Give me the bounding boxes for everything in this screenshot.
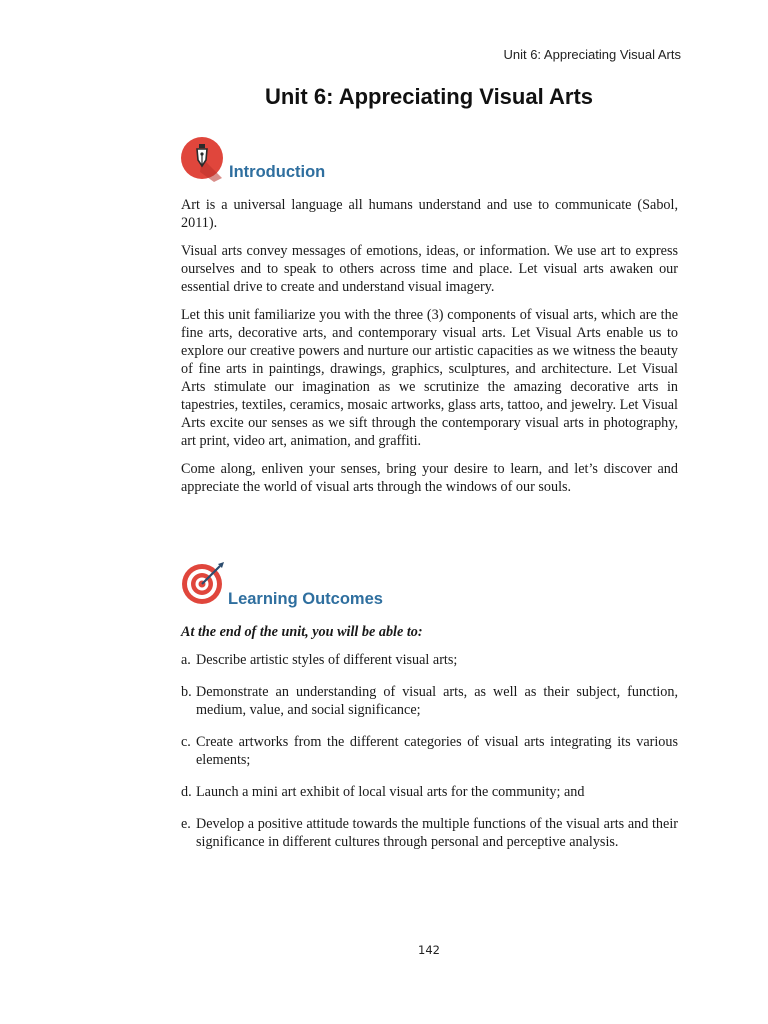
list-item xyxy=(181,683,678,719)
list-item xyxy=(181,815,678,851)
list-marker: b. xyxy=(181,684,192,700)
page-title: Unit 6: Appreciating Visual Arts xyxy=(264,84,594,109)
target-arrow-icon xyxy=(180,560,230,608)
outcomes-list xyxy=(181,651,678,851)
learning-outcomes-title: Learning Outcomes xyxy=(228,590,383,608)
introduction-title: Introduction xyxy=(229,163,326,181)
list-item-text: Develop a positive attitude towards the multiple functions of the visual arts and their significance in different cultures through personal and perceptive analysis. xyxy=(196,816,678,850)
paragraph: Visual arts convey messages of emotions, ideas, or information. We use art to express ourselves and to speak to others across time and place. Let visual arts awaken our essential drive to create and understand visual imagery. xyxy=(181,243,678,295)
paragraph: Let this unit familiarize you with the three (3) components of visual arts, which are the fine arts, decorative arts, and contemporary visual arts. Let Visual Arts enable us to explore our creative powers and nurture our artistic capacities as we witness the beauty of fine arts in paintings, drawings, graphics, sculptures, and architecture. Let Visual Arts stimulate our imagination as we scrutinize the amazing decorative arts in tapestries, textiles, ceramics, mosaic artworks, glass arts, tattoo, and jewelry. Let Visual Arts excite our senses as we sift through the contemporary visual arts in photography, art print, video art, animation, and graffiti. xyxy=(181,307,678,449)
paragraph: Come along, enliven your senses, bring your desire to learn, and let’s discover and appreciate the world of visual arts through the windows of our souls. xyxy=(181,461,678,495)
pen-nib-icon xyxy=(180,136,230,184)
list-item xyxy=(181,783,678,801)
paragraph: Art is a universal language all humans understand and use to communicate (Sabol, 2011). xyxy=(181,197,678,231)
list-item xyxy=(181,651,678,669)
list-item-text: Demonstrate an understanding of visual arts, as well as their subject, function, medium, value, and social significance; xyxy=(196,684,678,718)
list-marker: d. xyxy=(181,784,192,800)
list-item-text: Describe artistic styles of different visual arts; xyxy=(196,652,458,668)
learning-outcomes-heading xyxy=(180,560,680,608)
list-marker: a. xyxy=(181,652,191,668)
page-number: 142 xyxy=(418,943,440,957)
list-marker: c. xyxy=(181,734,191,750)
list-marker: e. xyxy=(181,816,191,832)
introduction-body xyxy=(181,196,678,506)
introduction-heading xyxy=(180,136,680,184)
running-header: Unit 6: Appreciating Visual Arts xyxy=(503,47,681,62)
list-item xyxy=(181,733,678,769)
learning-outcomes-body xyxy=(181,623,678,865)
outcomes-lead: At the end of the unit, you will be able to: xyxy=(181,624,423,640)
list-item-text: Launch a mini art exhibit of local visual arts for the community; and xyxy=(196,784,585,800)
list-item-text: Create artworks from the different categories of visual arts integrating its various elements; xyxy=(196,734,678,768)
